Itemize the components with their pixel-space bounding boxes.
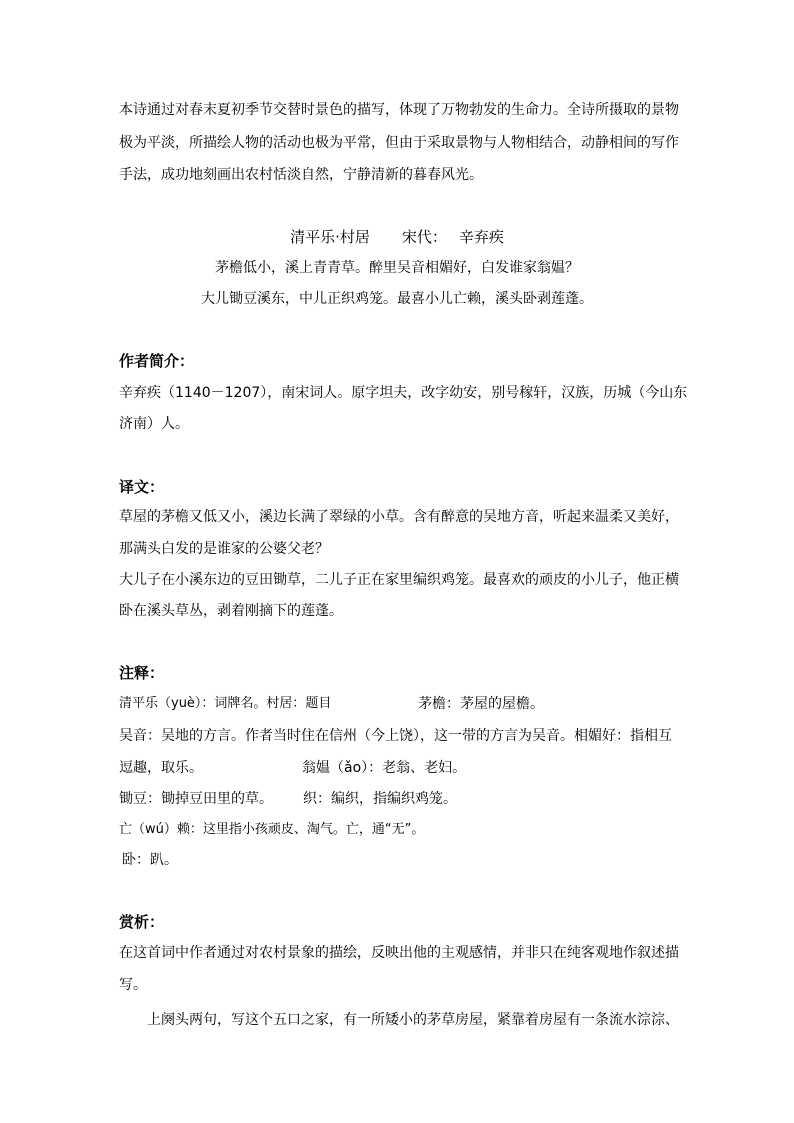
poem-line-1: 茅檐低小，溪上青青草。醉里吴音相媚好，白发谁家翁媪？: [215, 260, 579, 276]
poem-dynasty: 宋代：: [401, 228, 447, 246]
appreciation-heading: 赏析：: [119, 913, 165, 931]
author-line-1: 辛弃疾（1140－1207），南宋词人。原字坦夫，改字幼安，别号稼轩，汉族，历城（今山东: [119, 385, 688, 401]
note-6: 卧：趴。: [122, 852, 178, 868]
poem-line-2: 大儿锄豆溪东，中儿正织鸡笼。最喜小儿亡赖，溪头卧剥莲蓬。: [201, 291, 593, 307]
intro-line-1: 本诗通过对春末夏初季节交替时景色的描写，体现了万物勃发的生命力。全诗所摄取的景物: [119, 102, 679, 118]
note-3a: 逗趣，取乐。: [119, 760, 203, 776]
appreciation-line-3: 上阕头两句，写这个五口之家，有一所矮小的茅草房屋，紧靠着房屋有一条流水淙淙、: [147, 1012, 679, 1028]
note-1b: 茅檐：茅屋的屋檐。: [418, 696, 544, 712]
translation-line-1: 草屋的茅檐又低又小，溪边长满了翠绿的小草。含有醉意的吴地方音，听起来温柔又美好，: [119, 509, 679, 525]
author-line-2: 济南）人。: [119, 416, 189, 432]
translation-line-3: 大儿子在小溪东边的豆田锄草，二儿子正在家里编织鸡笼。最喜欢的顽皮的小儿子，他正横: [119, 572, 679, 588]
intro-line-3: 手法，成功地刻画出农村恬淡自然，宁静清新的暮春风光。: [119, 167, 483, 183]
poem-title-line: [0, 227, 794, 247]
translation-line-4: 卧在溪头草丛，剥着刚摘下的莲蓬。: [119, 603, 343, 619]
note-1a: 清平乐（yuè）：词牌名。村居：题目: [119, 696, 332, 711]
poem-title: 清平乐·村居: [290, 228, 370, 246]
author-heading: 作者简介：: [119, 352, 195, 370]
appreciation-line-2: 写。: [119, 977, 147, 993]
note-4b: 织：编织，指编织鸡笼。: [303, 791, 457, 807]
note-3b: 翁媪（ǎo）：老翁、老妇。: [302, 760, 467, 776]
notes-heading: 注释：: [119, 664, 165, 682]
poem-author: 辛弃疾: [458, 228, 504, 246]
translation-heading: 译文：: [119, 478, 165, 496]
translation-line-2: 那满头白发的是谁家的公婆父老？: [119, 541, 329, 557]
note-4a: 锄豆：锄掉豆田里的草。: [119, 791, 273, 807]
intro-line-2: 极为平淡，所描绘人物的活动也极为平常，但由于采取景物与人物相结合，动静相间的写作: [119, 135, 679, 151]
note-5: 亡（wú）赖：这里指小孩顽皮、淘气。亡，通“无”。: [119, 822, 425, 837]
appreciation-line-1: 在这首词中作者通过对农村景象的描绘，反映出他的主观感情，并非只在纯客观地作叙述描: [119, 945, 679, 961]
note-2: 吴音：吴地的方言。作者当时住在信州（今上饶），这一带的方言为吴音。相媚好：指相互: [119, 728, 672, 744]
